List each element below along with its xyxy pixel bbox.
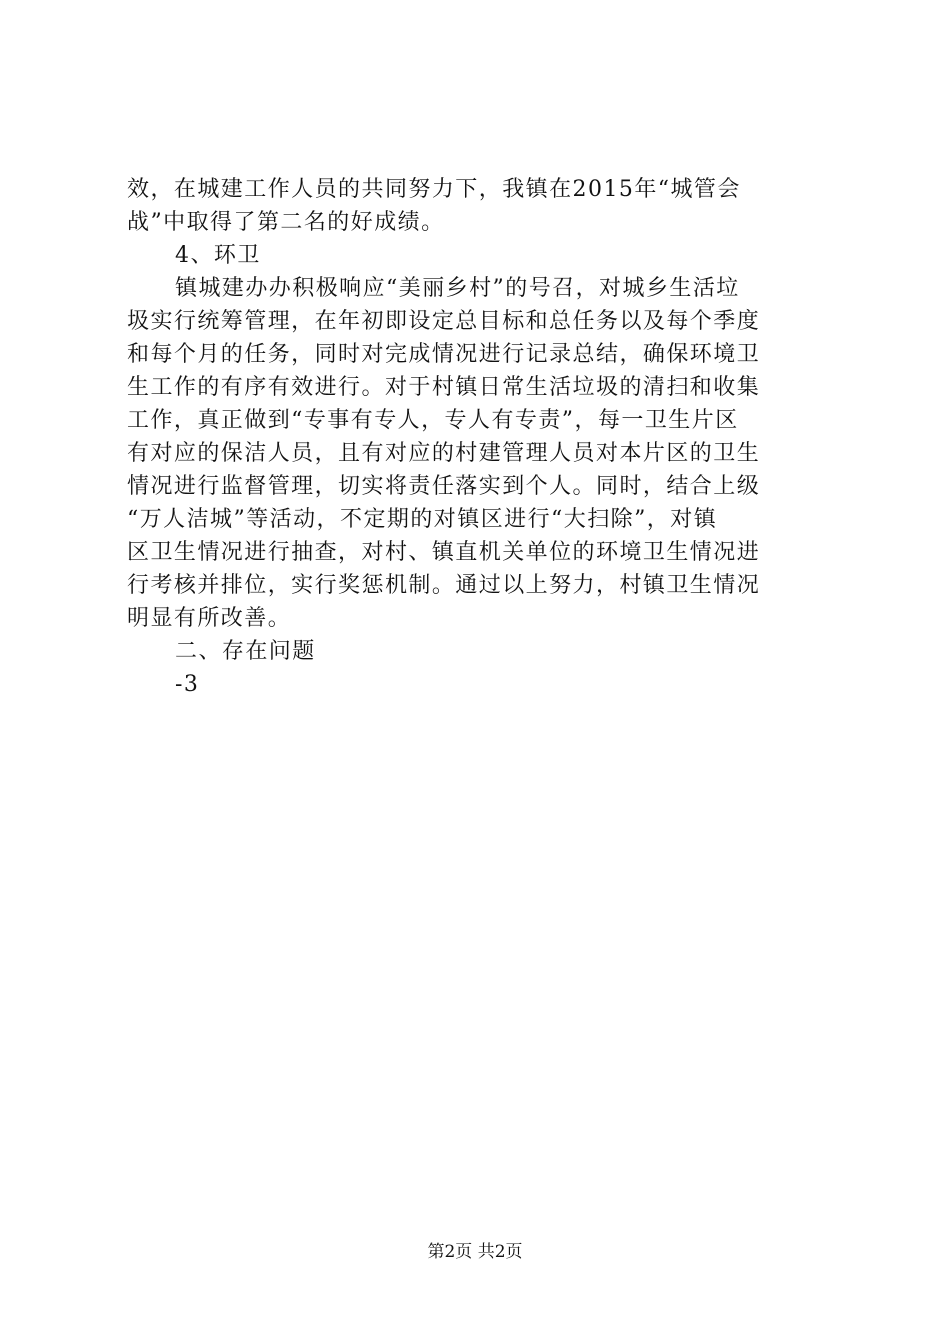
paragraph-line: “万人洁城”等活动，不定期的对镇区进行“大扫除”，对镇 (127, 507, 718, 532)
paragraph-line: 工作，真正做到“专事有专人，专人有专责”，每一卫生片区 (127, 408, 739, 433)
document-body (127, 173, 832, 701)
paragraph-line: 战”中取得了第二名的好成绩。 (127, 210, 445, 235)
paragraph-line: 情况进行监督管理，切实将责任落实到个人。同时，结合上级 (127, 474, 761, 499)
paragraph-line: 镇城建办办积极响应“美丽乡村”的号召，对城乡生活垃 (175, 276, 740, 301)
page-fragment: -3 (175, 672, 200, 697)
paragraph-line: 明显有所改善。 (127, 606, 292, 631)
page-footer: 第2页 共2页 (427, 1242, 523, 1262)
paragraph-line: 行考核并排位，实行奖惩机制。通过以上努力，村镇卫生情况 (127, 573, 761, 598)
paragraph-line: 区卫生情况进行抽查，对村、镇直机关单位的环境卫生情况进 (127, 540, 761, 565)
paragraph-line: 和每个月的任务，同时对完成情况进行记录总结，确保环境卫 (127, 342, 761, 367)
paragraph-line: 有对应的保洁人员，且有对应的村建管理人员对本片区的卫生 (127, 441, 761, 466)
section-heading: 二、存在问题 (175, 639, 316, 664)
paragraph-line: 圾实行统筹管理，在年初即设定总目标和总任务以及每个季度 (127, 309, 761, 334)
paragraph-line: 生工作的有序有效进行。对于村镇日常生活垃圾的清扫和收集 (127, 375, 761, 400)
section-heading: 4、环卫 (175, 243, 261, 268)
paragraph-line: 效，在城建工作人员的共同努力下，我镇在2015年“城管会 (127, 177, 741, 202)
